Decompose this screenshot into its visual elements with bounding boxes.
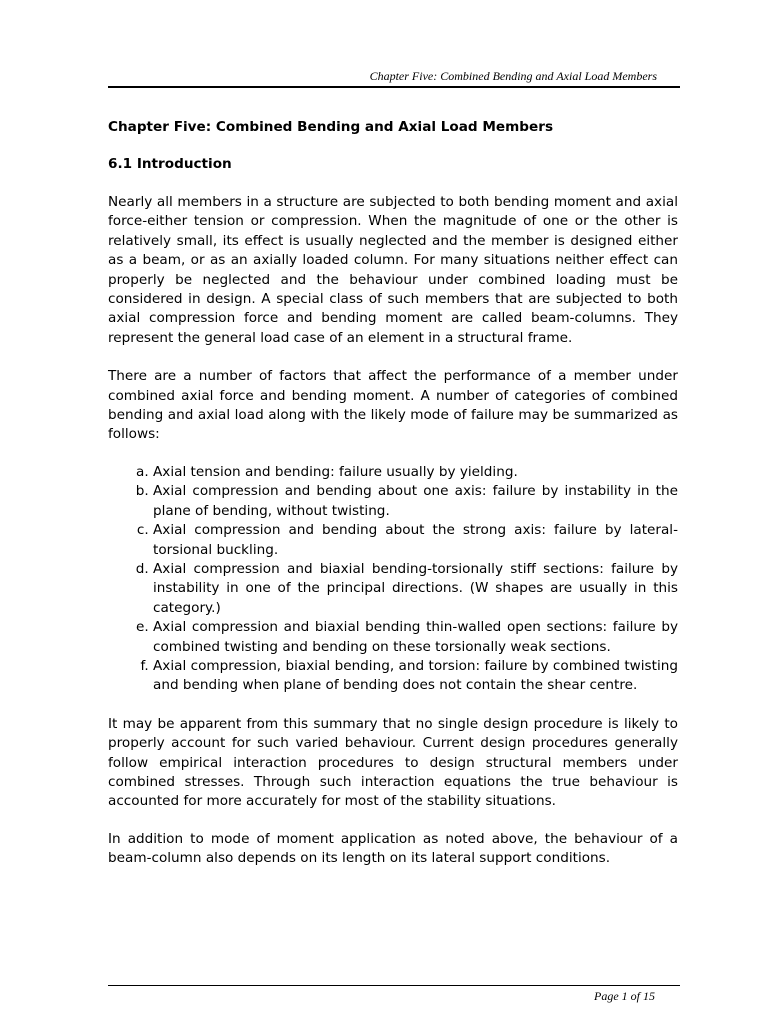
paragraph-length: In addition to mode of moment application as noted above, the behaviour of a beam-column also depends on its length on its lateral support conditions. [108, 830, 678, 867]
header-divider [108, 86, 680, 88]
failure-mode-list [108, 463, 678, 696]
section-heading: 6.1 Introduction [108, 156, 232, 172]
page-content [108, 118, 678, 869]
list-item: a. Axial tension and bending: failure usually by yielding. [153, 463, 678, 482]
paragraph-intro: Nearly all members in a structure are subjected to both bending moment and axial force-either tension or compression. When the magnitude of one or the other is relatively small, its effect is usually neglected and the member is designed either as a beam, or as an axially loaded column. For many situations neither effect can properly be neglected and the behaviour under combined loading must be considered in design. A special class of such members that are subjected to both axial compression force and bending moment are called beam-columns. They represent the general load case of an element in a structural frame. [108, 194, 678, 346]
paragraph-factors: There are a number of factors that affect the performance of a member under combined axial force and bending moment. A number of categories of combined bending and axial load along with the likely mode of failure may be summarized as follows: [108, 368, 678, 443]
footer-divider [108, 985, 680, 986]
list-item: d. Axial compression and biaxial bending-torsionally stiff sections: failure by instability in one of the principal directions. (W shapes are usually in this category.) [153, 560, 678, 618]
paragraph-summary: It may be apparent from this summary that no single design procedure is likely to properly account for such varied behaviour. Current design procedures generally follow empirical interaction procedures to design structural members under combined stresses. Through such interaction equations the true behaviour is accounted for more accurately for most of the stability situations. [108, 715, 678, 810]
list-item: b. Axial compression and bending about one axis: failure by instability in the plane of bending, without twisting. [153, 482, 678, 521]
running-header: Chapter Five: Combined Bending and Axial Load Members [369, 69, 657, 83]
list-item: e. Axial compression and biaxial bending thin-walled open sections: failure by combined twisting and bending on these torsionally weak sections. [153, 618, 678, 657]
page-number: Page 1 of 15 [594, 989, 655, 1003]
chapter-title: Chapter Five: Combined Bending and Axial Load Members [108, 119, 554, 135]
list-item: c. Axial compression and bending about the strong axis: failure by lateral-torsional buckling. [153, 521, 678, 560]
list-item: f. Axial compression, biaxial bending, and torsion: failure by combined twisting and bending when plane of bending does not contain the shear centre. [153, 657, 678, 696]
